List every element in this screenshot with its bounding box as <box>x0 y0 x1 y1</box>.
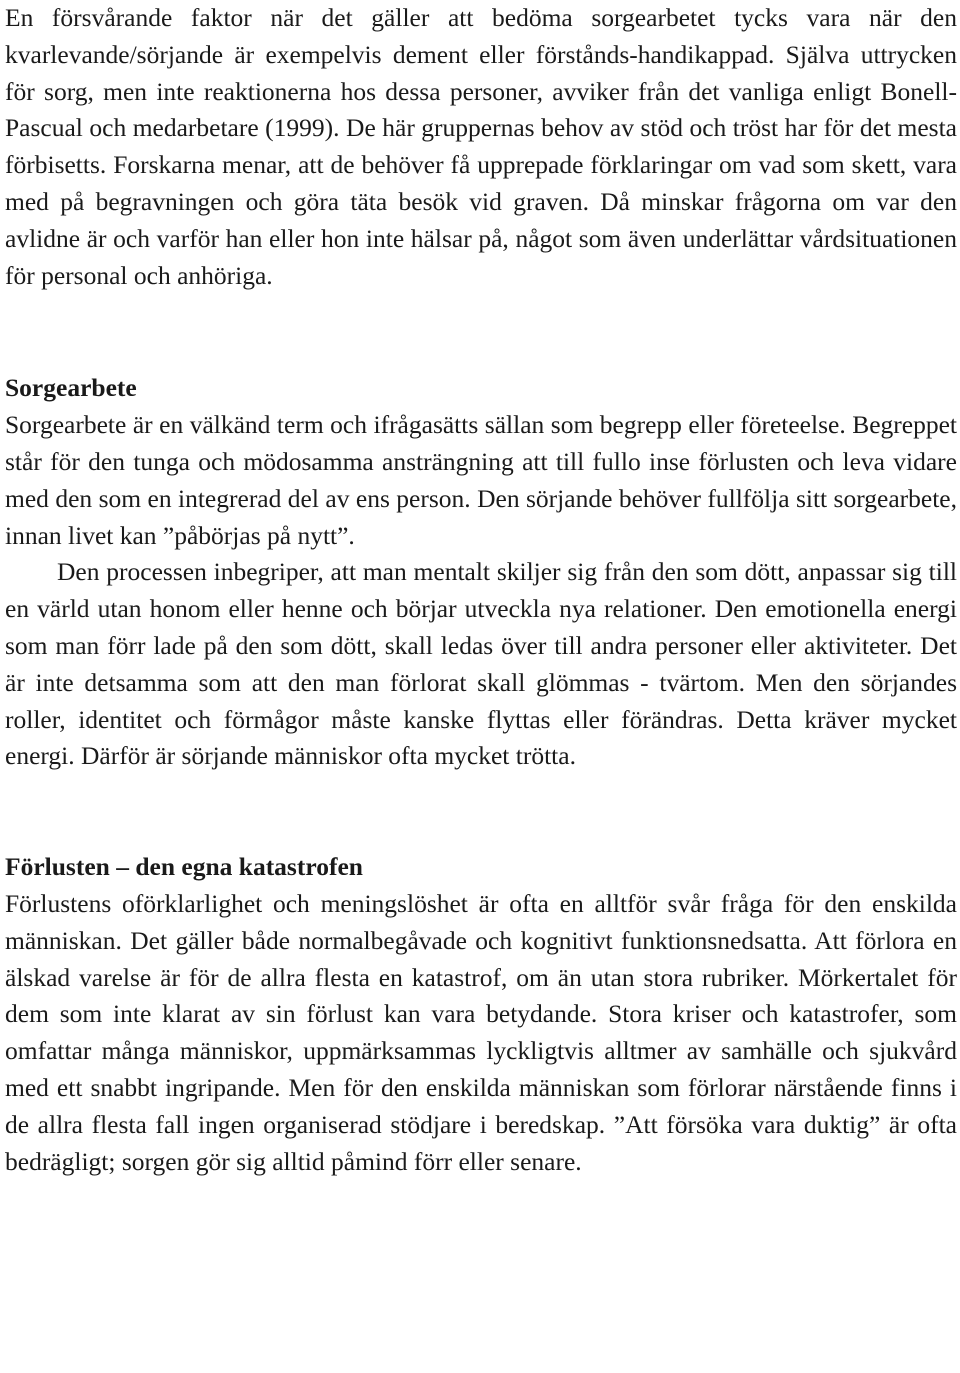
section-heading-forlusten: Förlusten – den egna katastrofen <box>5 852 363 882</box>
sorgearbete-paragraph-1: Sorgearbete är en välkänd term och ifrågasätts sällan som begrepp eller företeelse. Begreppet står för den tunga och mödosamma ansträngning att till fullo inse förlusten och leva vidare med den som en integrerad del av ens person. Den sörjande behöver fullfölja sitt sorgearbete, innan livet kan ”påbörjas på nytt”. <box>5 410 957 550</box>
section-heading-sorgearbete: Sorgearbete <box>5 373 137 403</box>
document-page <box>5 0 957 1180</box>
section-spacer <box>5 294 957 370</box>
section-sorgearbete <box>5 370 957 775</box>
forlusten-paragraph-1: Förlustens oförklarlighet och meningslöshet är ofta en alltför svår fråga för den enskilda människan. Det gäller både normalbegåvade och kognitivt funktionsnedsatta. Att förlora en älskad varelse är för de allra flesta en katastrof, om än utan stora rubriker. Mörkertalet för dem som inte klarat av sin förlust kan vara betydande. Stora kriser och katastrofer, som omfattar många människor, uppmärksammas lyckligtvis alltmer av samhälle och sjukvård med ett snabbt ingripande. Men för den enskilda människan som förlorar närstående finns i de allra flesta fall ingen organiserad stödjare i beredskap. ”Att försöka vara duktig” är ofta bedrägligt; sorgen gör sig alltid påmind förr eller senare. <box>5 888 957 1176</box>
section-forlusten <box>5 849 957 1180</box>
sorgearbete-paragraph-2: Den processen inbegriper, att man mentalt skiljer sig från den som dött, anpassar sig till en värld utan honom eller henne och börjar utveckla nya relationer. Den emotionella energi som man förr lade på den som dött, skall ledas över till andra personer eller aktiviteter. Det är inte detsamma som att den man förlorat skall glömmas - tvärtom. Men den sörjandes roller, identitet och förmågor måste kanske flyttas eller förändras. Detta kräver mycket energi. Därför är sörjande människor ofta mycket trötta. <box>5 557 957 771</box>
section-spacer <box>5 775 957 849</box>
intro-paragraph: En försvårande faktor när det gäller att bedöma sorgearbetet tycks vara när den kvarlevande/sörjande är exempelvis dement eller förstånds-handikappad. Själva uttrycken för sorg, men inte reaktionerna hos dessa personer, avviker från det vanliga enligt Bonell-Pascual och medarbetare (1999). De här gruppernas behov av stöd och tröst har för det mesta förbisetts. Forskarna menar, att de behöver få upprepade förklaringar om vad som skett, vara med på begravningen och göra täta besök vid graven. Då minskar frågorna om var den avlidne är och varför han eller hon inte hälsar på, något som även underlättar vårdsituationen för personal och anhöriga. <box>5 3 957 290</box>
